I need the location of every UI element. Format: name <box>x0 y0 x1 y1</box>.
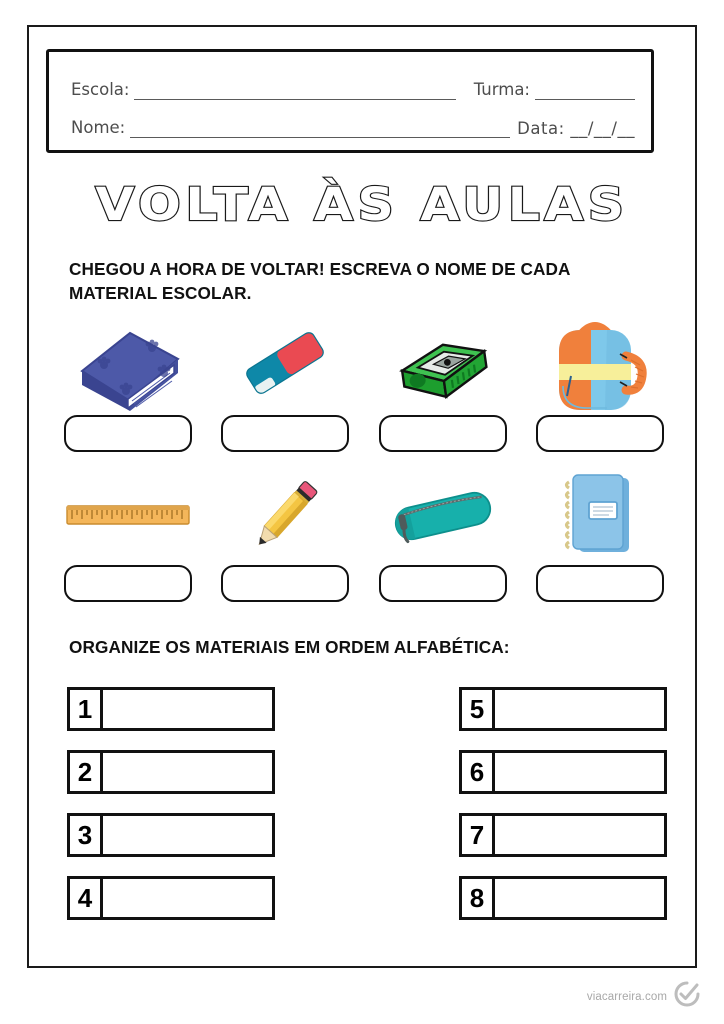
order-row-2 <box>67 750 667 794</box>
material-item-ruler <box>49 472 207 602</box>
material-item-eraser <box>207 310 365 452</box>
turma-input[interactable] <box>535 82 635 100</box>
order-row-1 <box>67 687 667 731</box>
pencil-case-icon <box>378 472 508 557</box>
answer-box-ruler[interactable] <box>64 565 192 602</box>
order-item-3 <box>67 813 275 857</box>
materials-row-2 <box>49 472 679 602</box>
order-answer-5[interactable] <box>495 687 667 731</box>
answer-box-notebook[interactable] <box>536 565 664 602</box>
answer-box-pencil-case[interactable] <box>379 565 507 602</box>
order-answer-8[interactable] <box>495 876 667 920</box>
instruction-secondary: ORGANIZE OS MATERIAIS EM ORDEM ALFABÉTICA: <box>69 637 510 657</box>
ruler-icon <box>63 472 193 557</box>
order-answer-4[interactable] <box>103 876 275 920</box>
order-item-8 <box>459 876 667 920</box>
eraser-icon <box>220 310 350 415</box>
header-row-name <box>71 110 635 138</box>
pencil-icon <box>220 472 350 557</box>
check-circle-icon <box>674 981 700 1012</box>
footer-watermark <box>587 981 700 1012</box>
material-item-notebook <box>522 472 680 602</box>
instruction-primary: CHEGOU A HORA DE VOLTAR! ESCREVA O NOME DE CADA MATERIAL ESCOLAR. <box>69 259 570 303</box>
nome-input[interactable] <box>130 120 510 138</box>
answer-box-eraser[interactable] <box>221 415 349 452</box>
material-item-pencil-case <box>364 472 522 602</box>
material-item-sharpener <box>364 310 522 452</box>
order-number-6: 6 <box>459 750 495 794</box>
order-item-2 <box>67 750 275 794</box>
material-item-pencil <box>207 472 365 602</box>
answer-box-sharpener[interactable] <box>379 415 507 452</box>
order-item-6 <box>459 750 667 794</box>
sharpener-icon <box>378 310 508 415</box>
order-item-5 <box>459 687 667 731</box>
order-number-4: 4 <box>67 876 103 920</box>
turma-label: Turma: <box>473 80 530 99</box>
order-answer-7[interactable] <box>495 813 667 857</box>
page-title: VOLTA ÀS AULAS <box>95 178 629 231</box>
order-row-3 <box>67 813 667 857</box>
order-number-7: 7 <box>459 813 495 857</box>
escola-label: Escola: <box>71 80 130 99</box>
order-answer-2[interactable] <box>103 750 275 794</box>
order-number-5: 5 <box>459 687 495 731</box>
backpack-icon <box>535 310 665 415</box>
order-answer-1[interactable] <box>103 687 275 731</box>
material-item-book <box>49 310 207 452</box>
order-number-3: 3 <box>67 813 103 857</box>
worksheet-page <box>27 25 697 968</box>
order-number-1: 1 <box>67 687 103 731</box>
notebook-icon <box>535 472 665 557</box>
answer-box-book[interactable] <box>64 415 192 452</box>
answer-box-backpack[interactable] <box>536 415 664 452</box>
student-info-box <box>46 49 654 153</box>
order-answer-3[interactable] <box>103 813 275 857</box>
book-icon <box>63 310 193 415</box>
order-number-8: 8 <box>459 876 495 920</box>
materials-row-1 <box>49 310 679 452</box>
order-answer-6[interactable] <box>495 750 667 794</box>
nome-label: Nome: <box>71 118 126 137</box>
alphabetical-order-grid <box>67 687 667 939</box>
material-item-backpack <box>522 310 680 452</box>
order-number-2: 2 <box>67 750 103 794</box>
data-label[interactable]: Data: __/__/__ <box>517 119 635 138</box>
header-row-school <box>71 72 635 100</box>
escola-input[interactable] <box>134 82 456 100</box>
order-item-1 <box>67 687 275 731</box>
order-item-4 <box>67 876 275 920</box>
order-item-7 <box>459 813 667 857</box>
answer-box-pencil[interactable] <box>221 565 349 602</box>
order-row-4 <box>67 876 667 920</box>
footer-site-label: viacarreira.com <box>586 990 667 1003</box>
